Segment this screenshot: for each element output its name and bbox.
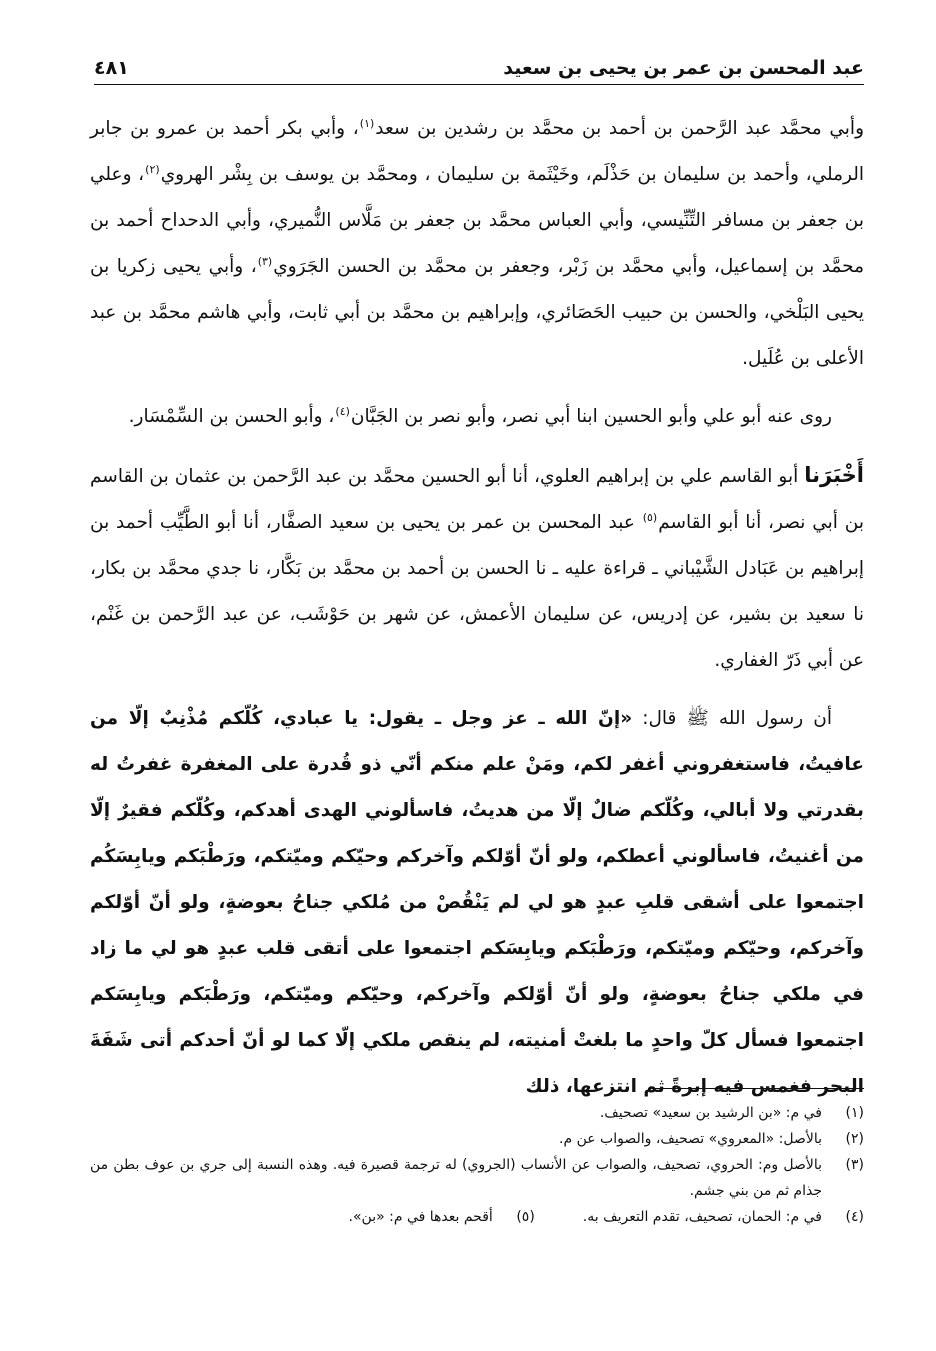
footnote-text: في م: «بن الرشيد بن سعيد» تصحيف. <box>599 1105 822 1121</box>
hadith-text: «إنّ الله ـ عز وجل ـ يقول: يا عبادي، كُلّكم مُذْنِبٌ إلّا من عافيتُ، فاستغفروني أغفر لكم، ومَنْ علم منكم أنّي ذو قُدرة على المغفرة غفرتُ له بقدرتي ولا أبالي، وكُلّكم ضالٌ إلّا من هديتُ، فاسألوني الهدى أهدكم، وكُلّكم فقيرٌ إلّا من أغنيتُ، فاسألوني أعطكم، ولو أنّ أوّلكم وآخركم وحيّكم وميّتكم، ورَطْبَكم ويابِسَكُم اجتمعوا على أشقى قلبِ عبدٍ هو لي لم يَنْقُصْ من مُلكي جناحُ بعوضةٍ، ولو أنّ أوّلكم وآخركم، وحيّكم وميّتكم، ورَطْبَكم ويابِسَكم اجتمعوا على أتقى قلب عبدٍ هو لي ما زاد في ملكي جناحُ بعوضةٍ، ولو أنّ أوّلكم وآخركم، وحيّكم وميّتكم، ورَطْبَكم ويابِسَكم اجتمعوا فسأل كلّ واحدٍ ما بلغتْ أمنيته، لم ينقص ملكي إلّا كما لو أنّ أحدكم أتى شَفَةَ البحر فغمس فيه إبرةً ثم انتزعها، ذلك <box>90 708 864 1097</box>
paragraph-hadith <box>90 696 864 1110</box>
footnote-4 <box>583 1204 864 1230</box>
page-number: ٤٨١ <box>94 57 129 79</box>
footnote-text: بالأصل: «المعروي» تصحيف، والصواب عن م. <box>559 1131 822 1147</box>
text-run: روى عنه أبو علي وأبو الحسين ابنا أبي نصر، وأبو نصر بن الجَبَّان <box>350 406 832 427</box>
footnote-number: (٣) <box>845 1157 864 1173</box>
footnote-number: (٥) <box>516 1209 535 1225</box>
footnote-5 <box>349 1204 535 1230</box>
page-header <box>94 52 864 80</box>
footnote-ref-2[interactable]: (٢) <box>145 163 160 176</box>
footnote-text: أقحم بعدها في م: «بن». <box>348 1209 493 1225</box>
footnote-ref-3[interactable]: (٣) <box>257 255 273 268</box>
text-run: أن رسول الله ﷺ قال: <box>632 708 832 729</box>
text-run: وأبي محمَّد عبد الرَّحمن بن أحمد بن محمَّد بن رشدين بن سعد <box>375 118 865 139</box>
footnote-3 <box>90 1152 864 1204</box>
text-run: عبد المحسن بن عمر بن يحيى بن سعيد الصفَّار، أنا أبو الطَّيِّب أحمد بن إبراهيم بن عَبَادل الشَّيْباني ـ قراءة عليه ـ نا الحسن بن أحمد بن محمَّد بن بَكَّار، نا جدي محمَّد بن بكار، نا سعيد بن بشير، عن إدريس، عن سليمان الأعمش، عن شهر بن حَوْشَب، عن عبد الرَّحمن بن غَنْم، عن أبي ذَرّ الغفاري. <box>90 512 864 671</box>
text-run: أبو القاسم علي بن إبراهيم العلوي، أنا أبو الحسين محمَّد بن عبد الرَّحمن بن عثمان بن القاسم بن أبي نصر، أنا أبو القاسم <box>90 466 864 533</box>
footnote-number: (٤) <box>845 1209 864 1225</box>
footnote-number: (١) <box>845 1105 864 1121</box>
footnote-text: بالأصل وم: الحروي، تصحيف، والصواب عن الأنساب (الجروي) له ترجمة قصيرة فيه. وهذه النسبة إلى جري بن عوف بطن من جذام ثم من بني جشم. <box>90 1157 822 1199</box>
footnote-text: في م: الحمان، تصحيف، تقدم التعريف به. <box>582 1209 822 1225</box>
footnote-ref-4[interactable]: (٤) <box>335 405 350 418</box>
footnote-2 <box>90 1126 864 1152</box>
running-title: عبد المحسن بن عمر بن يحيى بن سعيد <box>503 57 864 79</box>
footnote-row <box>90 1204 864 1230</box>
text-run: ، وأبي بكر أحمد بن عمرو بن جابر الرملي، وأحمد بن سليمان بن حَذْلَم، وخَيْثَمة بن سليمان ، ومحمَّد بن يوسف بن بِشْر الهروي <box>90 118 865 185</box>
footnote-number: (٢) <box>845 1131 864 1147</box>
text-run: ، وعلي بن جعفر بن مسافر التِّنِّيسي، وأبي العباس محمَّد بن جعفر بن مَلَّاس النُّميري، وأبي الدحداح أحمد بن محمَّد بن إسماعيل، وأبي محمَّد بن زَبْر، وجعفر بن محمَّد بن الحسن الجَرَوي <box>90 164 864 277</box>
footnote-ref-5[interactable]: (٥) <box>642 511 658 524</box>
paragraph-isnad <box>90 452 864 684</box>
footnotes <box>90 1100 864 1230</box>
footnote-1 <box>90 1100 864 1126</box>
header-rule <box>94 84 864 85</box>
text-run: ، وأبي يحيى زكريا بن يحيى البَلْخي، والحسن بن حبيب الحَصَائري، وإبراهيم بن محمَّد بن أبي ثابت، وأبي هاشم محمَّد بن عبد الأعلى بن عُلَيل. <box>90 256 864 369</box>
footnote-rule <box>648 1088 864 1089</box>
paragraph-students <box>90 394 864 440</box>
main-text <box>90 106 864 1122</box>
lead-word: أَخْبَرَنا <box>804 463 864 487</box>
text-run: ، وأبو الحسن بن السِّمْسَار. <box>128 406 335 427</box>
paragraph-teachers <box>90 106 864 382</box>
footnote-ref-1[interactable]: (١) <box>359 117 375 130</box>
